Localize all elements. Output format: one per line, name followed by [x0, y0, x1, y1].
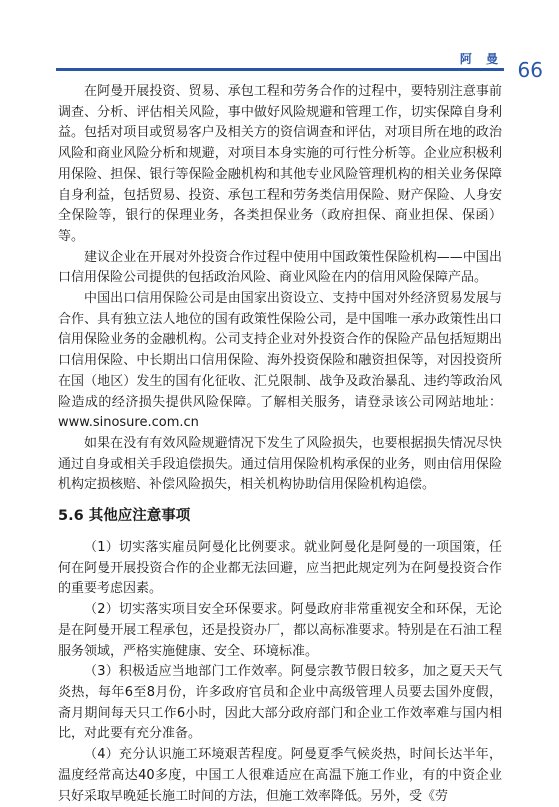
- paragraph: 如果在没有有效风险规避情况下发生了风险损失，也要根据损失情况尽快通过自身或相关手段追偿损失。通过信用保险机构承保的业务，则由信用保险机构定损核赔、补偿风险损失，相关机构协助信用保险机构追偿。: [58, 435, 502, 493]
- paragraph: 在阿曼开展投资、贸易、承包工程和劳务合作的过程中，要特别注意事前调查、分析、评估相关风险，事中做好风险规避和管理工作，切实保障自身利益。包括对项目或贸易客户及相关方的资信调查和评估，对项目所在地的政治风险和商业风险分析和规避，对项目本身实施的可行性分析等。企业应积极利用保险、担保、银行等保险金融机构和其他专业风险管理机构的相关业务保障自身利益，包括贸易、投资、承包工程和劳务类信用保险、财产保险、人身安全保险等，银行的保理业务，各类担保业务（政府担保、商业担保、保函）等。: [58, 84, 502, 244]
- section-heading: 5.6 其他应注意事项: [58, 508, 191, 525]
- paragraph: （2）切实落实项目安全环保要求。阿曼政府非常重视安全和环保，无论是在阿曼开展工程承包，还是投资办厂，都以高标准要求。特别是在石油工程服务领域，严格实施健康、安全、环境标准。: [58, 602, 502, 659]
- paragraph: 中国出口信用保险公司是由国家出资设立、支持中国对外经济贸易发展与合作、具有独立法人地位的国有政策性保险公司，是中国唯一承办政策性出口信用保险业务的金融机构。公司支持企业对外投资合作的保险产品包括短期出口信用保险、中长期出口信用保险、海外投资保险和融资担保等，对因投资所在国（地区）发生的国有化征收、汇兑限制、战争及政治暴乱、违约等政治风险造成的经济损失提供风险保障。了解相关服务，请登录该公司网站地址：www.sinosure.com.cn: [58, 291, 502, 431]
- page-number: 66: [517, 58, 543, 82]
- page-body: [58, 82, 502, 807]
- header-rule: [56, 68, 504, 71]
- paragraph: （1）切实落实雇员阿曼化比例要求。就业阿曼化是阿曼的一项国策，任何在阿曼开展投资合作的企业都无法回避，应当把此规定列为在阿曼投资合作的重要考虑因素。: [58, 540, 502, 597]
- paragraph: （3）积极适应当地部门工作效率。阿曼宗教节假日较多，加之夏天天气炎热，每年6至8月份，许多政府官员和企业中高级管理人员要去国外度假，斋月期间每天只工作6小时，因此大部分政府部门和企业工作效率难与国内相比，对此要有充分准备。: [58, 664, 502, 742]
- page-header: [0, 0, 559, 80]
- paragraph: 建议企业在开展对外投资合作过程中使用中国政策性保险机构——中国出口信用保险公司提供的包括政治风险、商业风险在内的信用风险保障产品。: [58, 249, 502, 286]
- paragraph: （4）充分认识施工环境艰苦程度。阿曼夏季气候炎热，时间长达半年，温度经常高达40多度，中国工人很难适应在高温下施工作业，有的中资企业只好采取早晚延长施工时间的方法，但施工效率降低。另外，受《劳: [58, 747, 502, 804]
- running-header-title: 阿 曼: [459, 52, 503, 66]
